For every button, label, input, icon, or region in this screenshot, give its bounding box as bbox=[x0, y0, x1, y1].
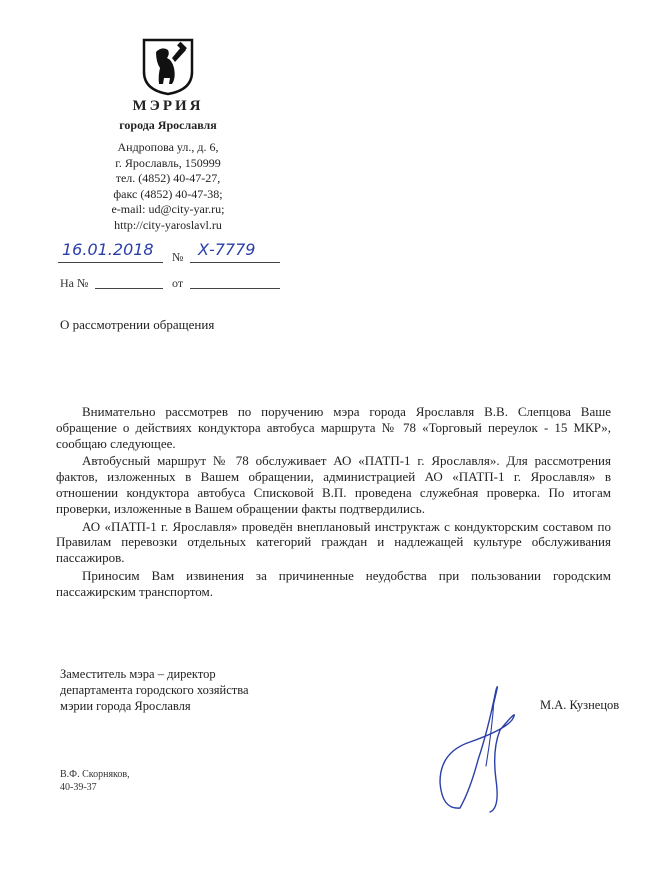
executor-phone: 40-39-37 bbox=[60, 782, 97, 793]
date-underline bbox=[58, 262, 163, 263]
coat-of-arms-icon bbox=[142, 38, 194, 96]
from-underline bbox=[190, 288, 280, 289]
reference-label: На № bbox=[60, 276, 89, 290]
body-paragraph: Внимательно рассмотрев по поручению мэра города Ярославля В.В. Слепцова Ваше обращение о действиях кондуктора автобуса маршрута № 78 «Торговый переулок - 15 МКР», сообщаю следующее. bbox=[56, 404, 611, 451]
signatory-position bbox=[60, 666, 249, 714]
address-line: г. Ярославль, 150999 bbox=[115, 155, 221, 170]
body-paragraph: Приносим Вам извинения за причиненные неудобства при пользовании городским пассажирским транспортом. bbox=[56, 567, 611, 599]
body-paragraph: Автобусный маршрут № 78 обслуживает АО «ПАТП-1 г. Ярославля». Для рассмотрения фактов, изложенных в Вашем обращении, администрацией АО «ПАТП-1 г. Ярославля» в отношении кондуктора автобуса Списковой В.П. проведена служебная проверка. По итогам проверки, изложенные в Вашем обращении факты подтвердились. bbox=[56, 453, 611, 516]
position-line: департамента городского хозяйства bbox=[60, 683, 249, 697]
number-sign: № bbox=[172, 250, 184, 264]
address-line: тел. (4852) 40-47-27, bbox=[115, 171, 221, 185]
registration-number: Х-7779 bbox=[198, 240, 256, 259]
website-line: http://city-yaroslavl.ru bbox=[114, 217, 222, 232]
address-line: Андропова ул., д. 6, bbox=[117, 140, 219, 154]
position-line: Заместитель мэра – директор bbox=[60, 667, 216, 681]
email-line: e-mail: ud@city-yar.ru; bbox=[111, 202, 225, 216]
reference-underline bbox=[95, 288, 163, 289]
executor-name: В.Ф. Скорняков, bbox=[60, 769, 130, 780]
letterhead-subtitle: города Ярославля bbox=[119, 118, 217, 132]
number-underline bbox=[190, 262, 280, 263]
handwritten-signature bbox=[430, 670, 560, 815]
executor-info bbox=[60, 768, 130, 794]
letterhead-title: МЭРИЯ bbox=[132, 98, 204, 114]
letter-subject: О рассмотрении обращения bbox=[60, 317, 215, 332]
letter-body bbox=[56, 404, 611, 602]
letterhead-address bbox=[60, 140, 276, 233]
from-label: от bbox=[172, 276, 184, 290]
address-line: факс (4852) 40-47-38; bbox=[113, 186, 223, 201]
signatory-name: М.А. Кузнецов bbox=[540, 698, 620, 712]
position-line: мэрии города Ярославля bbox=[60, 699, 191, 713]
body-paragraph: АО «ПАТП-1 г. Ярославля» проведён внеплановый инструктаж с кондукторским составом по Правилам перевозки отдельных категорий граждан и надлежащей культуре обслуживания пассажиров. bbox=[56, 518, 611, 566]
registration-date: 16.01.2018 bbox=[62, 240, 154, 259]
